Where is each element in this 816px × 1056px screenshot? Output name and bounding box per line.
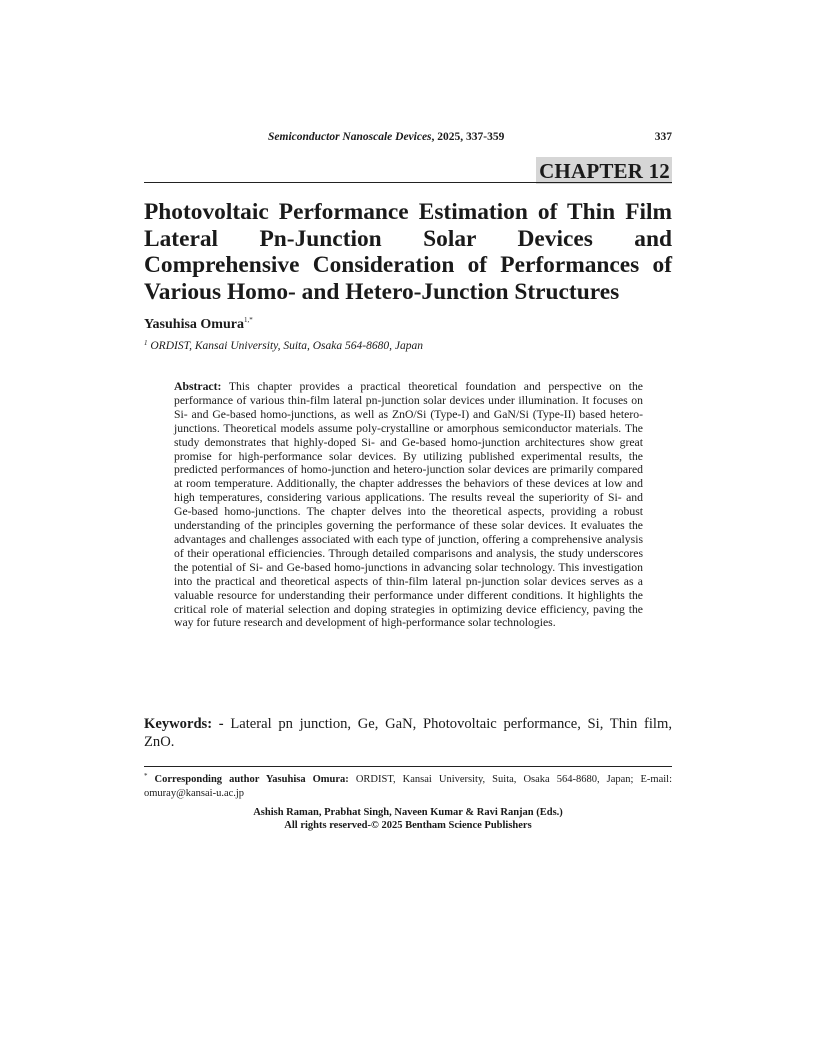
footnote-divider bbox=[144, 766, 672, 767]
affiliation-mark: 1 bbox=[144, 339, 148, 347]
abstract-text: This chapter provides a practical theoretical foundation and perspective on the performance of various thin-film lateral pn-junction solar devices under illumination. It focuses on Si- and Ge-based homo-junctions, as well as ZnO/Si (Type-I) and GaN/Si (Type-II) based hetero-junctions. Theoretical models assume poly-crystalline or amorphous semiconductor materials. The study demonstrates that highly-doped Si- and Ge-based homo-junction architectures show great promise for high-performance solar devices. By utilizing published experimental results, the predicted performances of homo-junction and hetero-junction solar devices are primarily compared at room temperature. Additionally, the chapter addresses the behaviors of these devices at low and high temperatures, considering various applications. The results reveal the superiority of Si- and Ge-based homo-junctions. The chapter delves into the theoretical aspects, providing a robust understanding of the principles governing the performance of these solar devices. It evaluates the advantages and challenges associated with each type of junction, offering a comprehensive analysis of their operational efficiencies. Through detailed comparisons and analysis, the study underscores the potential of Si- and Ge-based homo-junctions in advancing solar technology. This investigation into the practical and theoretical aspects of thin-film lateral pn-junction solar devices serves as a valuable resource for understanding their performance under different conditions. It highlights the critical role of material selection and doping strategies in optimizing device efficiency, paving the way for future research and development of high-performance solar technologies. bbox=[174, 380, 643, 630]
author-marks: 1,* bbox=[243, 316, 253, 324]
footnote-label: Corresponding author Yasuhisa Omura: bbox=[147, 774, 349, 785]
abstract bbox=[174, 380, 643, 630]
footnote-text: ORDIST, Kansai University, Suita, Osaka 564-8680, Japan; E-mail: omuray@kansai-u.ac.jp bbox=[144, 774, 673, 799]
keywords-label: Keywords: - bbox=[144, 716, 224, 732]
journal-name: Semiconductor Nanoscale Devices bbox=[268, 131, 432, 143]
paper-title: Photovoltaic Performance Estimation of Thin Film Lateral Pn-Junction Solar Devices and Comprehensive Consideration of Performances of Various Homo- and Hetero-Junction Structures bbox=[144, 199, 672, 305]
chapter-label: CHAPTER 12 bbox=[536, 157, 672, 184]
keywords bbox=[144, 715, 672, 751]
author-line bbox=[144, 316, 253, 333]
author-name: Yasuhisa Omura bbox=[144, 317, 244, 332]
rights-line: All rights reserved-© 2025 Bentham Science Publishers bbox=[284, 820, 532, 831]
affiliation bbox=[144, 339, 423, 352]
journal-year-pages: , 2025, 337-359 bbox=[431, 131, 505, 143]
publisher-block bbox=[144, 806, 672, 832]
footnote-mark: * bbox=[144, 772, 148, 780]
journal-citation bbox=[268, 131, 504, 143]
abstract-label: Abstract: bbox=[174, 380, 222, 393]
corresponding-author-footnote bbox=[144, 770, 672, 800]
chapter-divider bbox=[144, 182, 672, 183]
keywords-text: Lateral pn junction, Ge, GaN, Photovoltaic performance, Si, Thin film, ZnO. bbox=[144, 716, 672, 750]
page-number: 337 bbox=[654, 131, 672, 143]
editors-line: Ashish Raman, Prabhat Singh, Naveen Kumar & Ravi Ranjan (Eds.) bbox=[253, 807, 563, 818]
affiliation-text: ORDIST, Kansai University, Suita, Osaka 564-8680, Japan bbox=[147, 340, 423, 352]
